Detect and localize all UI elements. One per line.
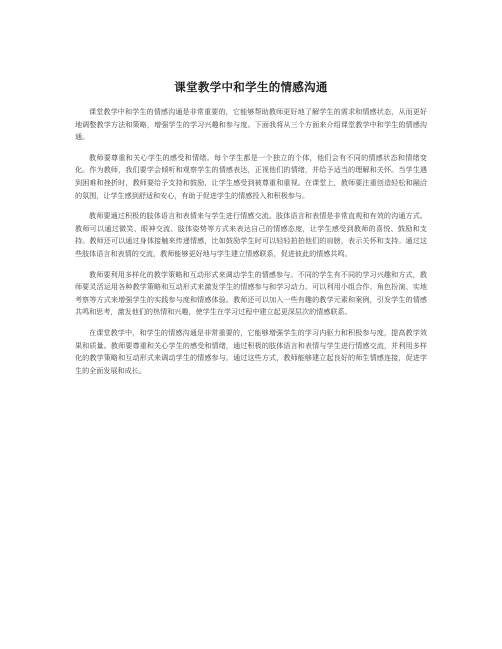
paragraph-respect-emotions: 教师要尊重和关心学生的感受和情绪。每个学生都是一个独立的个体，他们会有不同的情感状态和情绪变化。作为教师，我们要学会倾听和观察学生的情感表达，正视他们的情绪，并给予适当的理解和关怀。当学生遇到困难和挫折时，教师要给予支持和鼓励，让学生感受到被尊重和重视。在课堂上，教师要注重创造轻松和融洽的氛围，让学生感到舒适和安心，有助于促进学生的情感投入和积极参与。 xyxy=(75,152,427,200)
paragraph-conclusion: 在课堂教学中，和学生的情感沟通是非常重要的，它能够增强学生的学习内驱力和积极参与度，提高教学效果和质量。教师要尊重和关心学生的感受和情绪，通过积极的肢体语言和表情与学生进行情感交流，并利用多样化的教学策略和互动形式来调动学生的情感参与。通过这些方式，教师能够建立起良好的师生情感连接，促进学生的全面发展和成长。 xyxy=(75,327,427,375)
document-title: 课堂教学中和学生的情感沟通 xyxy=(174,80,328,94)
document-body xyxy=(75,106,427,385)
paragraph-teaching-strategies: 教师要利用多样化的教学策略和互动形式来调动学生的情感参与。不同的学生有不同的学习兴趣和方式，教师要灵活运用各种教学策略和互动形式来激发学生的情感参与和学习动力。可以利用小组合作、角色扮演、实地考察等方式来增强学生的实践参与度和情感体验。教师还可以加入一些有趣的教学元素和案例，引发学生的情感共鸣和思考，激发他们的热情和兴趣，使学生在学习过程中建立起更深层次的情感联系。 xyxy=(75,269,427,317)
paragraph-intro: 课堂教学中和学生的情感沟通是非常重要的，它能够帮助教师更好地了解学生的需求和情感状态，从而更好地调整教学方法和策略，增强学生的学习兴趣和参与度。下面我将从三个方面来介绍课堂教学中和学生的情感沟通。 xyxy=(75,107,427,142)
paragraph-body-language: 教师要通过积极的肢体语言和表情来与学生进行情感交流。肢体语言和表情是非常直观和有效的沟通方式。教师可以通过微笑、眼神交流、肢体姿势等方式来表达自己的情感态度，让学生感受到教师的喜悦、鼓励和支持。教师还可以通过身体接触来传递情感，比如鼓励学生时可以轻轻拍拍他们的肩膀，表示关怀和支持。通过这些肢体语言和表情的交流，教师能够更好地与学生建立情感联系，促进彼此的情感共鸣。 xyxy=(75,211,427,258)
